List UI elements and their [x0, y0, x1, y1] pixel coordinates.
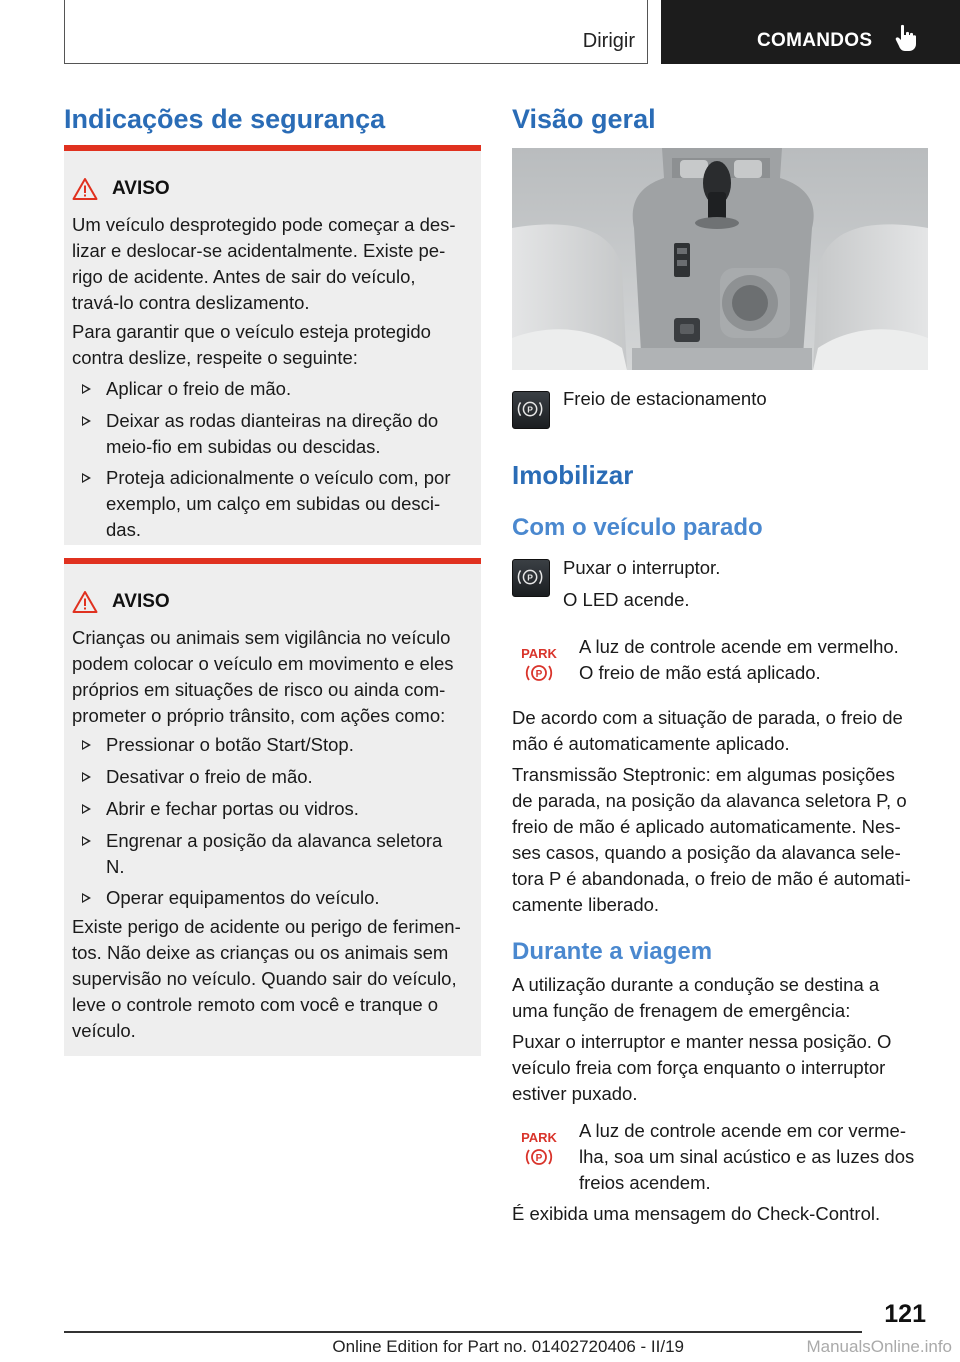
text-line: Deixar as rodas dianteiras na direção do	[106, 410, 439, 431]
svg-text:P: P	[527, 404, 533, 415]
park-note-2	[579, 1118, 914, 1196]
bullet-item	[78, 465, 473, 543]
text-line: Aplicar o freio de mão.	[106, 378, 292, 399]
warning-label-1: AVISO	[112, 178, 170, 199]
text-line: N.	[106, 856, 125, 877]
bullet-item	[78, 376, 473, 402]
svg-text:P: P	[535, 669, 543, 680]
text-line: A utilização durante a condução se destina a	[512, 974, 880, 995]
text-line: camente liberado.	[512, 894, 660, 915]
viagem-text-2	[512, 1029, 891, 1107]
footer-edition: Online Edition for Part no. 01402720406 - II/19	[332, 1337, 684, 1356]
text-line: freios acendem.	[579, 1172, 711, 1193]
text-line: rigo de acidente. Antes de sair do veículo,	[72, 266, 416, 287]
warning-1-text	[72, 212, 477, 316]
text-line: travá-lo contra deslizamento.	[72, 292, 310, 313]
page-title-left: Indicações de segurança	[64, 104, 386, 134]
park-warning-light-icon	[519, 643, 559, 685]
warning-2-text-2	[72, 914, 477, 1044]
bullet-item	[78, 408, 473, 460]
park-icon-label: PARK	[521, 1130, 557, 1145]
text-line: lha, soa um sinal acústico e as luzes dos	[579, 1146, 915, 1167]
warning-label-2: AVISO	[112, 591, 170, 612]
warning-box-2	[64, 558, 481, 1056]
center-console-photo	[512, 148, 928, 370]
warning-header-1	[72, 177, 170, 201]
instruction-text: Puxar o interruptor.	[563, 557, 721, 578]
viagem-text-1	[512, 972, 879, 1024]
text-line: tos. Não deixe as crianças ou os animais sem	[72, 942, 449, 963]
photo-caption: Freio de estacionamento	[563, 388, 767, 409]
text-line: contra deslize, respeite o seguinte:	[72, 347, 358, 368]
text-line: supervisão no veículo. Quando sair do veículo,	[72, 968, 457, 989]
warning-header-2	[72, 590, 170, 614]
text-line: tora P é abandonada, o freio de mão é automati-	[512, 868, 911, 889]
text-line: veículo freia com força enquanto o interruptor	[512, 1057, 886, 1078]
text-line: ses casos, quando a posição da alavanca sele-	[512, 842, 901, 863]
text-line: Operar equipamentos do veículo.	[106, 887, 380, 908]
text-line: Engrenar a posição da alavanca seletora	[106, 830, 443, 851]
text-line: mão é automaticamente aplicado.	[512, 733, 790, 754]
section-label: Dirigir	[582, 30, 635, 52]
text-line: freio de mão é aplicado automaticamente. Nes-	[512, 816, 901, 837]
bullet-item	[78, 828, 473, 880]
text-line: de parada, na posição da alavanca seletora P, o	[512, 790, 907, 811]
text-line: Para garantir que o veículo esteja protegido	[72, 321, 431, 342]
warning-1-text-2	[72, 319, 477, 371]
text-line: leve o controle remoto com você e tranque o	[72, 994, 439, 1015]
text-line: estiver puxado.	[512, 1083, 638, 1104]
bullet-item	[78, 732, 473, 758]
text-line: A luz de controle acende em cor verme-	[579, 1120, 906, 1141]
text-line: lizar e deslocar-se acidentalmente. Existe pe-	[72, 240, 446, 261]
check-control-text: É exibida uma mensagem do Check-Control.	[512, 1203, 881, 1224]
bullet-triangle-icon	[82, 740, 91, 750]
page-title-right: Visão geral	[512, 104, 656, 134]
bullet-item	[78, 885, 473, 911]
parking-brake-switch-icon	[512, 391, 550, 429]
text-line: O freio de mão está aplicado.	[579, 662, 821, 683]
text-line: das.	[106, 519, 141, 540]
heading-durante-viagem: Durante a viagem	[512, 938, 713, 965]
section-tab	[64, 0, 648, 64]
footer-divider	[64, 1331, 862, 1333]
text-line: Transmissão Steptronic: em algumas posições	[512, 764, 895, 785]
text-line: exemplo, um calço em subidas ou desci-	[106, 493, 441, 514]
heading-veiculo-parado: Com o veículo parado	[512, 514, 763, 541]
park-note-1	[579, 634, 899, 686]
bullet-triangle-icon	[82, 416, 91, 426]
park-warning-light-icon	[519, 1127, 559, 1169]
pointing-hand-icon	[895, 24, 917, 52]
bullet-item	[78, 796, 473, 822]
bullet-triangle-icon	[82, 384, 91, 394]
bullet-triangle-icon	[82, 772, 91, 782]
page-number: 121	[884, 1300, 926, 1328]
text-line: Um veículo desprotegido pode começar a des-	[72, 214, 456, 235]
text-line: veículo.	[72, 1020, 136, 1041]
text-line: prometer o próprio trânsito, com ações como:	[72, 705, 446, 726]
bullet-triangle-icon	[82, 893, 91, 903]
steptronic-text	[512, 762, 911, 918]
text-line: Existe perigo de acidente ou perigo de ferimen-	[72, 916, 461, 937]
bullet-item	[78, 764, 473, 790]
text-line: Puxar o interruptor e manter nessa posição. O	[512, 1031, 892, 1052]
svg-text:P: P	[527, 572, 533, 583]
bullet-triangle-icon	[82, 473, 91, 483]
text-line: A luz de controle acende em vermelho.	[579, 636, 899, 657]
warning-triangle-icon	[72, 590, 98, 614]
text-line: Pressionar o botão Start/Stop.	[106, 734, 354, 755]
svg-text:P: P	[535, 1153, 543, 1164]
heading-imobilizar: Imobilizar	[512, 460, 634, 490]
auto-apply-text	[512, 705, 903, 757]
instruction-text: O LED acende.	[563, 589, 690, 610]
text-line: Desativar o freio de mão.	[106, 766, 313, 787]
warning-2-text	[72, 625, 477, 729]
text-line: De acordo com a situação de parada, o freio de	[512, 707, 903, 728]
text-line: podem colocar o veículo em movimento e eles	[72, 653, 454, 674]
park-icon-label: PARK	[521, 646, 557, 661]
warning-box-1	[64, 145, 481, 545]
text-line: Proteja adicionalmente o veículo com, por	[106, 467, 451, 488]
chapter-tab	[661, 0, 960, 64]
text-line: Crianças ou animais sem vigilância no veículo	[72, 627, 451, 648]
bullet-triangle-icon	[82, 804, 91, 814]
footer-watermark: ManualsOnline.info	[806, 1337, 952, 1356]
bullet-triangle-icon	[82, 836, 91, 846]
text-line: uma função de frenagem de emergência:	[512, 1000, 851, 1021]
text-line: próprios em situações de risco ou ainda com-	[72, 679, 446, 700]
parking-brake-switch-icon	[512, 559, 550, 597]
text-line: meio-fio em subidas ou descidas.	[106, 436, 381, 457]
warning-triangle-icon	[72, 177, 98, 201]
chapter-label: COMANDOS	[757, 30, 873, 51]
text-line: Abrir e fechar portas ou vidros.	[106, 798, 359, 819]
